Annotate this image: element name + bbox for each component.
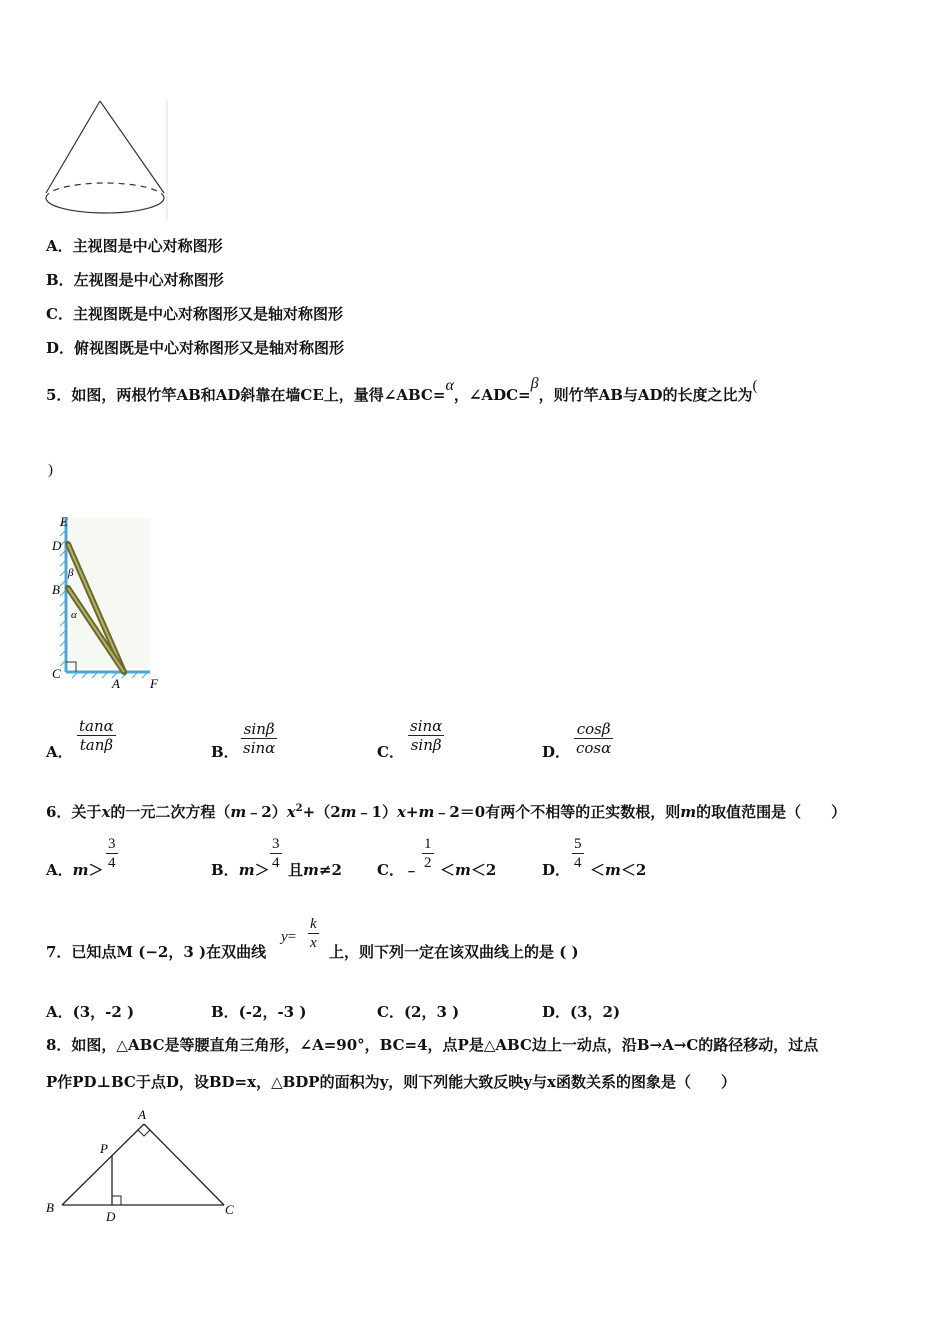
q4-option-b: B．左视图是中心对称图形 (46, 271, 224, 289)
q6-stem-6: + (405, 803, 419, 821)
q6-option-b-m2: m (303, 861, 319, 879)
q6-option-d (542, 859, 570, 880)
q5-stem-c: ，则竹竿AB与AD的长度之比为 (538, 386, 753, 404)
q6-x-2: x (286, 803, 296, 821)
q5-option-d-letter: D． (542, 743, 571, 761)
q5-option-b-num: sinβ (243, 720, 275, 738)
q5-stem-a: 5．如图，两根竹竿AB和AD斜靠在墙CE上，量得∠ABC= (46, 386, 446, 404)
fig5-label-e: E (60, 514, 68, 529)
q6-option-b-neq: ≠2 (318, 861, 342, 879)
q6-m-2: m (340, 803, 357, 821)
q5-option-a-fraction (77, 717, 116, 754)
q6-stem (46, 799, 846, 822)
fig8-label-p: P (100, 1141, 108, 1156)
q6-m-4: m (680, 803, 697, 821)
q6-stem-5: ﹣1） (356, 803, 397, 821)
q6-option-b-post: 且 (288, 861, 304, 879)
q6-option-c-m: m (455, 861, 471, 879)
q5-stem (46, 375, 758, 406)
q6-option-a-den: 4 (108, 855, 116, 871)
q6-option-a-num: 3 (108, 836, 116, 852)
fig5-label-beta: β (68, 567, 74, 579)
fig5-label-f: F (150, 676, 158, 691)
q7-stem-b: 上，则下列一定在该双曲线上的是 ( ) (329, 943, 579, 961)
q5-option-c-num: sinα (410, 717, 443, 735)
q5-option-b-fraction (241, 720, 277, 757)
q6-option-b (211, 859, 270, 880)
q6-option-c-num: 1 (424, 836, 432, 852)
q6-option-d-lt2: ＜2 (620, 861, 647, 879)
q7-option-b: B．(-2，-3 ) (211, 1003, 307, 1021)
q5-option-a-den: tanβ (79, 736, 114, 754)
q6-option-c-tail (440, 859, 496, 880)
q6-option-b-tail (288, 859, 342, 880)
q6-option-c-lt1: ＜ (440, 861, 456, 879)
q7-y-eq (281, 929, 296, 946)
q7-option-d: D．(3，2) (542, 1003, 621, 1021)
q7-xden: x (310, 935, 317, 951)
q5-option-c-den: sinβ (410, 736, 442, 754)
q5-option-a-letter: A． (46, 743, 73, 761)
q7-fraction (308, 915, 319, 952)
q6-option-d-fraction (572, 835, 584, 872)
fig8-label-b: B (46, 1200, 54, 1215)
q6-option-d-den: 4 (574, 855, 582, 871)
q6-option-a-op: ＞ (88, 861, 104, 879)
fig5-label-alpha: α (71, 609, 77, 621)
fig5-label-b: B (52, 582, 60, 597)
q8-line-2: P作PD⊥BC于点D，设BD=x，△BDP的面积为y，则下列能大致反映y与x函数关系的图象是（ ） (46, 1073, 736, 1091)
fig8-label-a: A (138, 1107, 146, 1122)
q6-option-c-neg: ﹣ (403, 861, 419, 879)
q5-option-c-letter: C． (377, 743, 404, 761)
q6-option-c (377, 859, 419, 880)
q4-option-a: A．主视图是中心对称图形 (46, 237, 223, 255)
q6-option-d-tail (590, 859, 646, 880)
q6-option-d-m: m (605, 861, 621, 879)
q6-option-d-lt1: ＜ (590, 861, 606, 879)
q7-stem-a: 7．已知点M (−2，3 )在双曲线 (46, 943, 267, 961)
q6-stem-8: 的取值范围是（ ） (696, 803, 847, 821)
q6-option-a-fraction (106, 835, 118, 872)
q5-option-b-letter: B． (211, 743, 239, 761)
q6-option-b-op: ＞ (254, 861, 270, 879)
q5-beta: β (530, 375, 539, 392)
q5-stem-b: ，∠ADC= (453, 386, 531, 404)
fig8-label-d: D (106, 1209, 116, 1224)
cone-figure (40, 95, 175, 225)
q5-option-d-fraction (574, 720, 613, 757)
fig5-label-d: D (52, 538, 62, 553)
q7-option-a: A．(3，-2 ) (46, 1003, 135, 1021)
fig5-label-a: A (112, 676, 120, 691)
fig5-label-c: C (52, 666, 61, 681)
q6-option-c-letter: C． (377, 861, 404, 879)
bamboo-wall-figure (46, 512, 171, 692)
q6-stem-4: +（2 (302, 803, 341, 821)
q6-stem-7: ﹣2＝0有两个不相等的正实数根，则 (434, 803, 681, 821)
q6-option-b-letter: B． (211, 861, 239, 879)
q5-option-d-den: cosα (576, 739, 612, 757)
q6-option-d-letter: D． (542, 861, 571, 879)
q6-option-b-m: m (238, 861, 255, 879)
q6-option-a-letter: A． (46, 861, 73, 879)
q4-option-d: D．俯视图既是中心对称图形又是轴对称图形 (46, 339, 345, 357)
q7-k: k (310, 916, 317, 932)
q6-sup: 2 (295, 803, 303, 814)
q6-option-c-den: 2 (424, 855, 432, 871)
q6-x: x (101, 803, 111, 821)
q6-option-b-fraction (270, 835, 282, 872)
q6-stem-2: 的一元二次方程（ (110, 803, 231, 821)
q5-option-d-num: cosβ (576, 720, 611, 738)
q7-option-c: C．(2，3 ) (377, 1003, 460, 1021)
q5-option-c-fraction (408, 717, 444, 754)
q6-m-1: m (230, 803, 247, 821)
q6-option-a-m: m (72, 861, 89, 879)
q7-y: y (281, 929, 288, 945)
q5-alpha: α (445, 377, 454, 394)
q7-eq: = (287, 929, 297, 945)
q6-stem-3: ﹣2） (246, 803, 287, 821)
q4-option-c: C．主视图既是中心对称图形又是轴对称图形 (46, 305, 343, 323)
triangle-figure (40, 1104, 250, 1224)
q6-option-a (46, 859, 104, 880)
q6-option-c-fraction (422, 835, 434, 872)
q5-close-paren: ) (48, 462, 53, 478)
fig8-label-c: C (225, 1202, 234, 1217)
q5-option-b-den: sinα (243, 739, 276, 757)
q6-option-b-den: 4 (272, 855, 280, 871)
q8-line-1: 8．如图，△ABC是等腰直角三角形，∠A=90°，BC=4，点P是△ABC边上一动点，沿B→A→C的路径移动，过点 (46, 1036, 819, 1054)
q5-option-a-num: tanα (79, 717, 114, 735)
q6-option-d-num: 5 (574, 836, 582, 852)
q5-open-paren: ( (752, 378, 758, 394)
q6-x-3: x (396, 803, 406, 821)
q6-option-c-lt2: ＜2 (470, 861, 497, 879)
q6-m-3: m (418, 803, 435, 821)
q6-option-b-num: 3 (272, 836, 280, 852)
q6-stem-1: 6．关于 (46, 803, 102, 821)
